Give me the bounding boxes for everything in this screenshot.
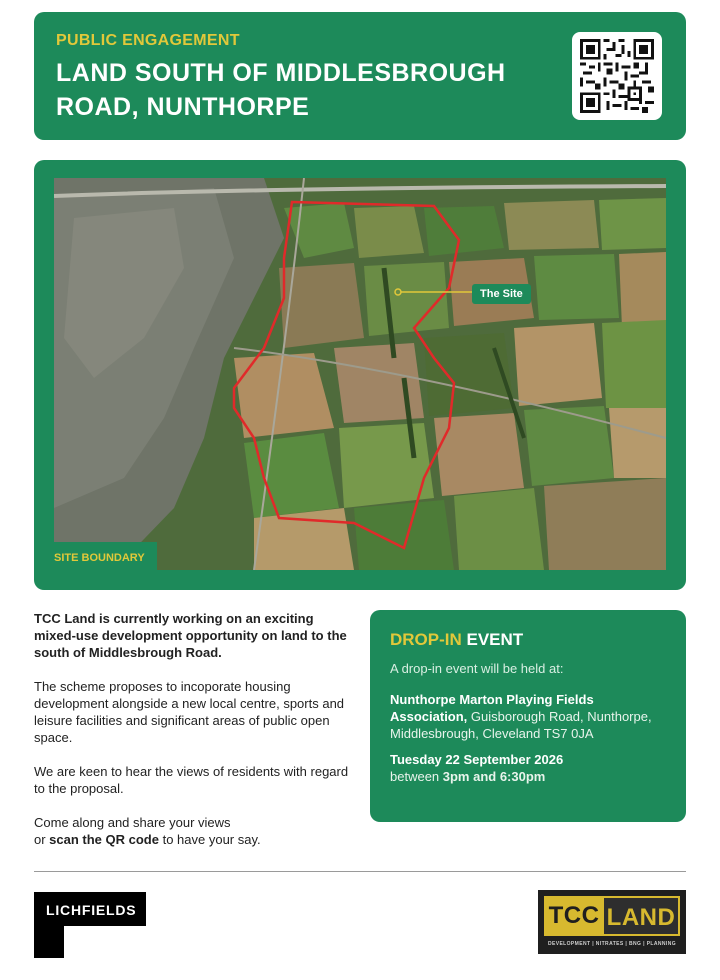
tcc-logo-right: LAND (604, 896, 680, 936)
venue-name: Nunthorpe Marton Playing Fields Association, (390, 692, 594, 724)
site-boundary-label: SITE BOUNDARY (54, 542, 157, 570)
event-time (390, 768, 666, 785)
lichfields-logo-text: LICHFIELDS (46, 902, 137, 918)
tcc-land-logo-row (544, 896, 680, 936)
drop-in-event-card (370, 610, 686, 822)
eyebrow-label: PUBLIC ENGAGEMENT (56, 32, 240, 49)
body-copy (34, 610, 354, 848)
event-title-rest: EVENT (461, 630, 524, 649)
lead-paragraph: TCC Land is currently working on an exciting mixed-use development opportunity on land to the south of Middlesbrough Road. (34, 611, 347, 660)
event-intro: A drop-in event will be held at: (390, 661, 564, 676)
tcc-land-logo (538, 890, 686, 954)
site-label: The Site (472, 284, 531, 304)
qr-code-icon (579, 39, 655, 113)
cta-bold: scan the QR code (49, 832, 159, 847)
venue-address: Guisborough Road, Nunthorpe, Middlesbrough, Cleveland TS7 0JA (390, 709, 652, 741)
aerial-map (54, 178, 666, 570)
cta-paragraph (34, 814, 354, 848)
event-venue (390, 691, 666, 742)
header-banner (34, 12, 686, 140)
cta-pre: Come along and share your views (34, 815, 231, 830)
views-paragraph: We are keen to hear the views of residents with regard to the proposal. (34, 764, 349, 796)
event-date: Tuesday 22 September 2026 (390, 752, 564, 767)
scheme-paragraph: The scheme proposes to incoporate housing development alongside a new local centre, sports and leisure facilities and significant areas of public open space. (34, 679, 345, 745)
aerial-map-image (54, 178, 666, 570)
event-title (390, 630, 666, 650)
site-map-card (34, 160, 686, 590)
event-time-pre: between (390, 769, 443, 784)
footer-divider (34, 871, 686, 872)
page-title: LAND SOUTH OF MIDDLESBROUGH ROAD, NUNTHORPE (56, 59, 506, 121)
lichfields-logo (34, 892, 146, 958)
cta-post: to have your say. (158, 832, 261, 847)
tcc-logo-tagline: DEVELOPMENT | NITRATES | BNG | PLANNING (547, 941, 677, 947)
tcc-logo-left: TCC (544, 896, 604, 936)
event-title-highlight: DROP-IN (390, 630, 462, 649)
qr-code[interactable] (572, 32, 662, 120)
event-time-range: 3pm and 6:30pm (442, 769, 546, 784)
cta-or: or (34, 832, 50, 847)
